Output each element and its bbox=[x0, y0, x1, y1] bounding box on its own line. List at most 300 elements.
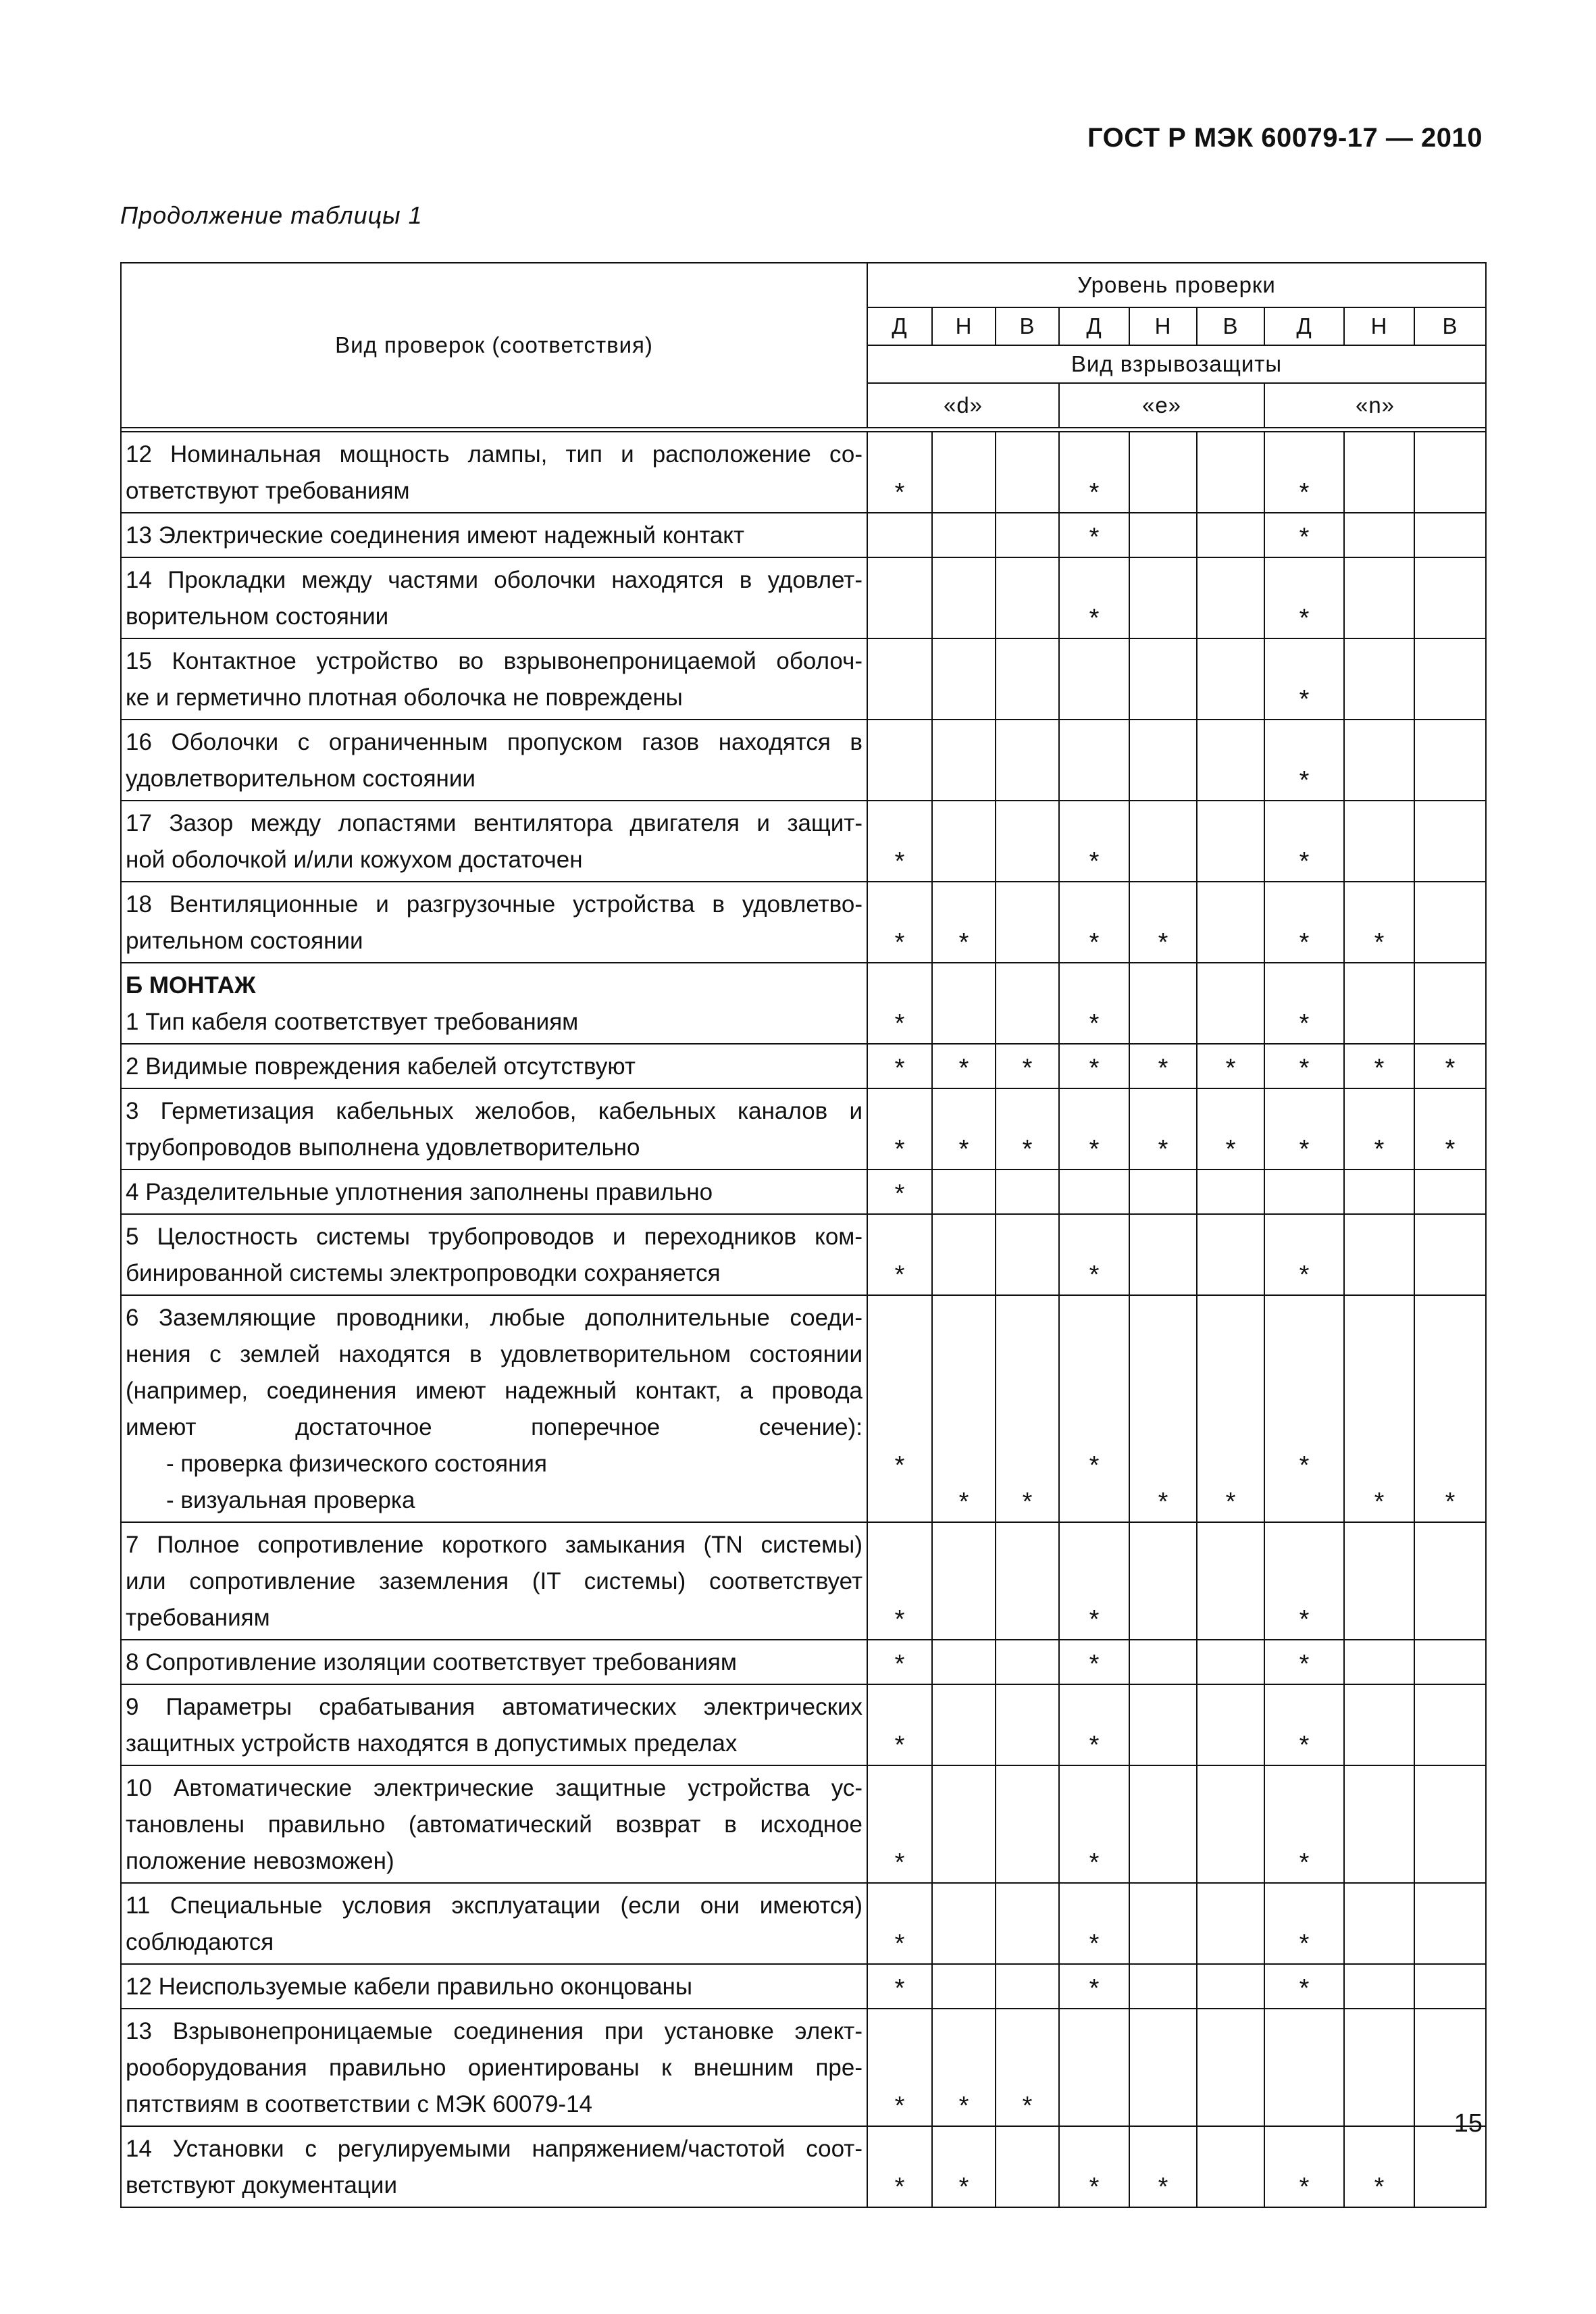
description-line: нения с землей находятся в удовлетворительном состоянии bbox=[126, 1341, 863, 1367]
check-mark-cell: * bbox=[867, 1522, 932, 1640]
check-mark-cell: * bbox=[1264, 1522, 1344, 1640]
check-mark-cell bbox=[1414, 801, 1486, 882]
check-mark-cell: * bbox=[1264, 1964, 1344, 2009]
check-mark: * bbox=[894, 1451, 905, 1480]
table-row bbox=[121, 1295, 1486, 1522]
check-mark-cell: * bbox=[1264, 1765, 1344, 1883]
check-mark-cell bbox=[1344, 720, 1414, 801]
check-mark-cell: * bbox=[867, 1883, 932, 1964]
description-line: ке и герметично плотная оболочка не повреждены bbox=[126, 684, 683, 711]
check-mark-cell bbox=[996, 801, 1059, 882]
check-mark-cell: * bbox=[1264, 882, 1344, 963]
inspection-type-header: Вид проверок (соответствия) bbox=[121, 263, 867, 428]
description-line: 3 Герметизация кабельных желобов, кабельных каналов и bbox=[126, 1098, 863, 1124]
check-mark-cell bbox=[1197, 432, 1264, 513]
check-mark-cell bbox=[1414, 432, 1486, 513]
check-mark-cell: * bbox=[1059, 1088, 1129, 1169]
table-row bbox=[121, 1765, 1486, 1883]
check-mark-cell bbox=[1197, 1169, 1264, 1214]
check-mark-cell: * bbox=[1059, 1964, 1129, 2009]
check-mark-cell: * bbox=[1264, 720, 1344, 801]
description-line: тановлены правильно (автоматический возврат в исходное bbox=[126, 1811, 863, 1838]
check-mark-cell bbox=[1129, 801, 1197, 882]
inspection-table bbox=[120, 262, 1487, 2208]
level-cell: Н bbox=[1344, 307, 1414, 345]
check-mark-cell bbox=[867, 720, 932, 801]
check-mark-cell: * bbox=[932, 882, 996, 963]
check-mark-cell: * bbox=[1129, 882, 1197, 963]
table-row bbox=[121, 1964, 1486, 2009]
check-mark-cell: * bbox=[1264, 638, 1344, 720]
check-mark-cell: * bbox=[867, 1044, 932, 1088]
check-mark-cell bbox=[996, 1214, 1059, 1295]
check-mark-cell bbox=[932, 1684, 996, 1765]
description-line: 14 Установки с регулируемыми напряжением/частотой соот- bbox=[126, 2136, 863, 2162]
description-line: ответствуют требованиям bbox=[126, 478, 410, 504]
check-mark-cell bbox=[932, 557, 996, 638]
table-row bbox=[121, 1684, 1486, 1765]
check-mark-cell bbox=[1129, 1964, 1197, 2009]
check-mark-cell bbox=[1264, 1295, 1344, 1522]
check-mark-cell: * bbox=[996, 1088, 1059, 1169]
check-mark: * bbox=[1022, 1488, 1033, 1516]
check-mark-cell: * bbox=[1197, 1044, 1264, 1088]
check-mark-cell bbox=[996, 513, 1059, 557]
check-mark-cell: * bbox=[867, 882, 932, 963]
check-mark-cell bbox=[1129, 1640, 1197, 1684]
check-mark-cell bbox=[1414, 963, 1486, 1044]
description-line: 5 Целостность системы трубопроводов и переходников ком- bbox=[126, 1224, 863, 1250]
level-cell: Н bbox=[1129, 307, 1197, 345]
check-mark-cell bbox=[1414, 2126, 1486, 2207]
inspection-description bbox=[121, 1214, 867, 1295]
check-mark-cell bbox=[932, 1295, 996, 1522]
check-mark-cell bbox=[1197, 1640, 1264, 1684]
inspection-description bbox=[121, 1088, 867, 1169]
check-mark-cell bbox=[1344, 513, 1414, 557]
description-line: защитных устройств находятся в допустимых пределах bbox=[126, 1730, 738, 1757]
check-mark-cell bbox=[1344, 2009, 1414, 2126]
inspection-description bbox=[121, 1883, 867, 1964]
check-mark-cell: * bbox=[1344, 1088, 1414, 1169]
check-mark-cell bbox=[1414, 1295, 1486, 1522]
check-mark-cell: * bbox=[932, 2009, 996, 2126]
description-line: пятствиям в соответствии с МЭК 60079-14 bbox=[126, 2091, 593, 2117]
sub-item-line: - визуальная проверка bbox=[166, 1487, 415, 1513]
level-header: Уровень проверки bbox=[867, 263, 1486, 307]
check-mark bbox=[1415, 1447, 1485, 1484]
check-mark-cell bbox=[867, 513, 932, 557]
check-mark-cell bbox=[996, 1169, 1059, 1214]
check-mark-cell bbox=[1344, 1214, 1414, 1295]
check-mark-cell bbox=[996, 432, 1059, 513]
check-mark-cell bbox=[867, 638, 932, 720]
check-mark-cell bbox=[996, 963, 1059, 1044]
protection-cell: «d» bbox=[867, 383, 1059, 428]
check-mark: * bbox=[1374, 1488, 1385, 1516]
check-mark-cell bbox=[932, 720, 996, 801]
check-mark-cell bbox=[1129, 1295, 1197, 1522]
check-mark bbox=[868, 1484, 931, 1520]
level-cell: Н bbox=[932, 307, 996, 345]
check-mark-cell bbox=[1129, 432, 1197, 513]
table-row bbox=[121, 2009, 1486, 2126]
inspection-description bbox=[121, 1640, 867, 1684]
check-mark-cell bbox=[996, 1883, 1059, 1964]
description-line: ворительном состоянии bbox=[126, 603, 389, 630]
check-mark-cell bbox=[1197, 963, 1264, 1044]
check-mark-cell bbox=[996, 2126, 1059, 2207]
description-line: 16 Оболочки с ограниченным пропуском газов находятся в bbox=[126, 729, 863, 755]
inspection-description bbox=[121, 1684, 867, 1765]
table-row bbox=[121, 638, 1486, 720]
check-mark-cell bbox=[1197, 1883, 1264, 1964]
check-mark-cell: * bbox=[1264, 2126, 1344, 2207]
check-mark-cell bbox=[1129, 1214, 1197, 1295]
check-mark-cell bbox=[932, 1964, 996, 2009]
check-mark-cell bbox=[1197, 1964, 1264, 2009]
check-mark-cell bbox=[996, 1765, 1059, 1883]
check-mark-cell bbox=[1414, 1964, 1486, 2009]
check-mark-cell bbox=[1344, 638, 1414, 720]
check-mark-cell: * bbox=[867, 1684, 932, 1765]
check-mark-cell bbox=[1129, 2009, 1197, 2126]
check-mark-cell bbox=[996, 1295, 1059, 1522]
check-mark-cell: * bbox=[1414, 1044, 1486, 1088]
check-mark-cell bbox=[996, 882, 1059, 963]
check-mark-cell bbox=[1129, 1522, 1197, 1640]
check-mark-cell bbox=[1344, 1295, 1414, 1522]
description-line: трубопроводов выполнена удовлетворительно bbox=[126, 1134, 640, 1161]
check-mark-cell bbox=[996, 1964, 1059, 2009]
inspection-description bbox=[121, 1765, 867, 1883]
check-mark-cell bbox=[1344, 1169, 1414, 1214]
level-cell: В bbox=[1414, 307, 1486, 345]
check-mark-cell: * bbox=[1264, 801, 1344, 882]
check-mark-cell bbox=[1059, 2009, 1129, 2126]
description-line: 1 Тип кабеля соответствует требованиям bbox=[126, 1009, 579, 1035]
description-line: рительном состоянии bbox=[126, 928, 363, 954]
check-mark-cell bbox=[1129, 557, 1197, 638]
inspection-description bbox=[121, 1964, 867, 2009]
check-mark-cell bbox=[1264, 2009, 1344, 2126]
check-mark-cell: * bbox=[1059, 1044, 1129, 1088]
level-cell: Д bbox=[1264, 307, 1344, 345]
check-mark-cell bbox=[1414, 720, 1486, 801]
check-mark-cell bbox=[932, 432, 996, 513]
check-mark-cell bbox=[1414, 1883, 1486, 1964]
check-mark-cell: * bbox=[1059, 557, 1129, 638]
check-mark-cell: * bbox=[1344, 1044, 1414, 1088]
check-mark-cell: * bbox=[867, 1088, 932, 1169]
table-row bbox=[121, 1044, 1486, 1088]
inspection-description bbox=[121, 1522, 867, 1640]
table-row bbox=[121, 1214, 1486, 1295]
check-mark-cell: * bbox=[867, 2009, 932, 2126]
table-row bbox=[121, 963, 1486, 1044]
check-mark-cell: * bbox=[1059, 1765, 1129, 1883]
check-mark-cell: * bbox=[1264, 1883, 1344, 1964]
check-mark-cell: * bbox=[1414, 1088, 1486, 1169]
check-mark-cell: * bbox=[1264, 432, 1344, 513]
check-mark: * bbox=[1445, 1488, 1456, 1516]
inspection-description bbox=[121, 882, 867, 963]
check-mark-cell bbox=[996, 1640, 1059, 1684]
inspection-description bbox=[121, 557, 867, 638]
inspection-description bbox=[121, 2126, 867, 2207]
check-mark-cell bbox=[932, 1522, 996, 1640]
description-line: 7 Полное сопротивление короткого замыкания (TN системы) bbox=[126, 1532, 863, 1558]
check-mark-cell: * bbox=[1129, 1044, 1197, 1088]
description-line: 6 Заземляющие проводники, любые дополнительные соеди- bbox=[126, 1305, 863, 1331]
check-mark-cell: * bbox=[867, 432, 932, 513]
check-mark-cell: * bbox=[932, 1088, 996, 1169]
check-mark-cell bbox=[1059, 720, 1129, 801]
check-mark-cell: * bbox=[1059, 1684, 1129, 1765]
check-mark-cell bbox=[1129, 963, 1197, 1044]
inspection-description bbox=[121, 1044, 867, 1088]
check-mark-cell bbox=[1129, 638, 1197, 720]
check-mark-cell bbox=[1197, 557, 1264, 638]
check-mark-cell bbox=[996, 557, 1059, 638]
check-mark-cell: * bbox=[1264, 1044, 1344, 1088]
check-mark-cell bbox=[1197, 801, 1264, 882]
check-mark: * bbox=[1299, 1451, 1310, 1480]
check-mark-cell bbox=[1344, 1522, 1414, 1640]
description-line: ветствуют документации bbox=[126, 2172, 398, 2198]
protection-cell: «n» bbox=[1264, 383, 1486, 428]
table-row bbox=[121, 1088, 1486, 1169]
check-mark bbox=[933, 1447, 995, 1484]
check-mark-cell bbox=[996, 1684, 1059, 1765]
check-mark-cell: * bbox=[932, 2126, 996, 2207]
check-mark-cell: * bbox=[996, 2009, 1059, 2126]
check-mark-cell bbox=[1129, 1883, 1197, 1964]
check-mark-cell bbox=[1197, 1214, 1264, 1295]
check-mark-cell: * bbox=[1264, 1088, 1344, 1169]
check-mark-cell: * bbox=[1197, 1088, 1264, 1169]
level-cell: Д bbox=[867, 307, 932, 345]
check-mark bbox=[996, 1447, 1058, 1484]
check-mark-cell: * bbox=[1059, 1640, 1129, 1684]
sub-item-line: - проверка физического состояния bbox=[166, 1451, 547, 1477]
table-row bbox=[121, 1522, 1486, 1640]
check-mark-cell: * bbox=[867, 801, 932, 882]
check-mark-cell bbox=[1197, 513, 1264, 557]
check-mark-cell bbox=[1344, 1640, 1414, 1684]
check-mark-cell: * bbox=[867, 963, 932, 1044]
check-mark-cell bbox=[1344, 963, 1414, 1044]
check-mark-cell: * bbox=[996, 1044, 1059, 1088]
inspection-description bbox=[121, 963, 867, 1044]
check-mark-cell bbox=[1129, 513, 1197, 557]
check-mark bbox=[1345, 1447, 1414, 1484]
check-mark-cell: * bbox=[1264, 1640, 1344, 1684]
description-line: 15 Контактное устройство во взрывонепроницаемой оболоч- bbox=[126, 648, 863, 674]
description-line: бинированной системы электропроводки сохраняется bbox=[126, 1260, 721, 1286]
description-line: 17 Зазор между лопастями вентилятора двигателя и защит- bbox=[126, 810, 863, 836]
inspection-description bbox=[121, 513, 867, 557]
table-row bbox=[121, 2126, 1486, 2207]
check-mark-cell bbox=[932, 963, 996, 1044]
description-line: 10 Автоматические электрические защитные устройства ус- bbox=[126, 1775, 863, 1801]
check-mark-cell bbox=[1197, 2009, 1264, 2126]
check-mark-cell bbox=[932, 1214, 996, 1295]
check-mark-cell bbox=[1197, 1295, 1264, 1522]
check-mark-cell bbox=[996, 1522, 1059, 1640]
check-mark-cell bbox=[1344, 1964, 1414, 2009]
check-mark-cell bbox=[1344, 432, 1414, 513]
check-mark bbox=[1060, 1484, 1129, 1520]
section-title: Б МОНТАЖ bbox=[126, 972, 256, 999]
check-mark-cell bbox=[1059, 1169, 1129, 1214]
check-mark-cell bbox=[1414, 513, 1486, 557]
check-mark-cell bbox=[1414, 638, 1486, 720]
check-mark-cell bbox=[1344, 801, 1414, 882]
table-row bbox=[121, 801, 1486, 882]
check-mark-cell: * bbox=[1059, 432, 1129, 513]
table-row bbox=[121, 1169, 1486, 1214]
description-line: положение невозможен) bbox=[126, 1848, 394, 1874]
check-mark-cell bbox=[1197, 1522, 1264, 1640]
check-mark-cell bbox=[1414, 557, 1486, 638]
check-mark-cell bbox=[1197, 638, 1264, 720]
check-mark-cell bbox=[1197, 1684, 1264, 1765]
check-mark-cell: * bbox=[867, 1169, 932, 1214]
check-mark bbox=[1265, 1484, 1343, 1520]
description-line: 18 Вентиляционные и разгрузочные устройства в удовлетво- bbox=[126, 891, 863, 917]
check-mark-cell: * bbox=[1059, 963, 1129, 1044]
check-mark bbox=[1130, 1447, 1196, 1484]
check-mark-cell bbox=[932, 638, 996, 720]
check-mark-cell bbox=[1344, 557, 1414, 638]
check-mark-cell: * bbox=[1059, 801, 1129, 882]
inspection-description bbox=[121, 720, 867, 801]
check-mark-cell: * bbox=[867, 2126, 932, 2207]
check-mark-cell bbox=[1059, 638, 1129, 720]
level-cell: В bbox=[1197, 307, 1264, 345]
check-mark-cell: * bbox=[1264, 963, 1344, 1044]
check-mark-cell bbox=[1414, 1169, 1486, 1214]
description-line: или сопротивление заземления (IT системы) соответствует bbox=[126, 1568, 863, 1594]
check-mark-cell bbox=[1344, 1883, 1414, 1964]
description-line: соблюдаются bbox=[126, 1929, 274, 1955]
check-mark-cell bbox=[932, 1169, 996, 1214]
document-code: ГОСТ Р МЭК 60079-17 — 2010 bbox=[1087, 123, 1483, 153]
description-line: 13 Взрывонепроницаемые соединения при установке элект- bbox=[126, 2018, 863, 2044]
check-mark-cell bbox=[932, 1883, 996, 1964]
check-mark-cell: * bbox=[1264, 557, 1344, 638]
check-mark-cell bbox=[867, 557, 932, 638]
check-mark-cell bbox=[996, 638, 1059, 720]
check-mark-cell bbox=[1129, 1169, 1197, 1214]
check-mark-cell: * bbox=[1264, 1684, 1344, 1765]
check-mark-cell: * bbox=[1264, 513, 1344, 557]
check-mark-cell bbox=[1414, 2009, 1486, 2126]
check-mark-cell: * bbox=[1344, 2126, 1414, 2207]
check-mark-cell bbox=[1414, 1684, 1486, 1765]
table-row bbox=[121, 882, 1486, 963]
protection-header: Вид взрывозащиты bbox=[867, 345, 1486, 383]
check-mark-cell: * bbox=[1059, 2126, 1129, 2207]
check-mark-cell: * bbox=[867, 1765, 932, 1883]
protection-cell: «e» bbox=[1059, 383, 1264, 428]
check-mark-cell bbox=[932, 801, 996, 882]
check-mark-cell: * bbox=[1129, 1088, 1197, 1169]
description-line: 12 Неиспользуемые кабели правильно оконцованы bbox=[126, 1973, 693, 2000]
check-mark-cell bbox=[932, 1765, 996, 1883]
check-mark-cell bbox=[1344, 1684, 1414, 1765]
check-mark-cell: * bbox=[867, 1964, 932, 2009]
check-mark-cell bbox=[1344, 1765, 1414, 1883]
description-line: рооборудования правильно ориентированы к внешним пре- bbox=[126, 2055, 863, 2081]
check-mark-cell bbox=[932, 513, 996, 557]
table-caption: Продолжение таблицы 1 bbox=[120, 201, 423, 229]
check-mark: * bbox=[1089, 1451, 1100, 1480]
check-mark-cell bbox=[1414, 1522, 1486, 1640]
inspection-description bbox=[121, 432, 867, 513]
description-line: (например, соединения имеют надежный контакт, а провода bbox=[126, 1378, 863, 1404]
check-mark-cell bbox=[867, 1295, 932, 1522]
check-mark-cell: * bbox=[867, 1214, 932, 1295]
check-mark-cell bbox=[1414, 1214, 1486, 1295]
check-mark-cell bbox=[932, 1640, 996, 1684]
check-mark-cell bbox=[1129, 1684, 1197, 1765]
check-mark-cell bbox=[1414, 1640, 1486, 1684]
check-mark-cell bbox=[1197, 1765, 1264, 1883]
check-mark-cell bbox=[1197, 720, 1264, 801]
check-mark-cell bbox=[1264, 1169, 1344, 1214]
check-mark-cell: * bbox=[1059, 1883, 1129, 1964]
check-mark-cell: * bbox=[1059, 882, 1129, 963]
inspection-description bbox=[121, 2009, 867, 2126]
description-line: 12 Номинальная мощность лампы, тип и расположение со- bbox=[126, 441, 863, 468]
description-line: 14 Прокладки между частями оболочки находятся в удовлет- bbox=[126, 567, 863, 593]
description-line: 9 Параметры срабатывания автоматических электрических bbox=[126, 1694, 863, 1720]
description-line: 2 Видимые повреждения кабелей отсутствуют bbox=[126, 1053, 636, 1080]
table-row bbox=[121, 513, 1486, 557]
inspection-description bbox=[121, 1295, 867, 1522]
check-mark-cell: * bbox=[1059, 513, 1129, 557]
description-line: 4 Разделительные уплотнения заполнены правильно bbox=[126, 1179, 713, 1205]
check-mark-cell bbox=[1414, 1765, 1486, 1883]
table-row bbox=[121, 1883, 1486, 1964]
check-mark-cell: * bbox=[1344, 882, 1414, 963]
table-row bbox=[121, 557, 1486, 638]
check-mark-cell bbox=[1197, 882, 1264, 963]
check-mark bbox=[1198, 1447, 1264, 1484]
description-line: удовлетворительном состоянии bbox=[126, 765, 475, 792]
table-row bbox=[121, 720, 1486, 801]
check-mark: * bbox=[1225, 1488, 1236, 1516]
page-number: 15 bbox=[1453, 2109, 1483, 2138]
level-cell: Д bbox=[1059, 307, 1129, 345]
description-line: ной оболочкой и/или кожухом достаточен bbox=[126, 847, 583, 873]
check-mark: * bbox=[958, 1488, 969, 1516]
check-mark-cell: * bbox=[1059, 1522, 1129, 1640]
inspection-description bbox=[121, 1169, 867, 1214]
check-mark-cell: * bbox=[932, 1044, 996, 1088]
level-cell: В bbox=[996, 307, 1059, 345]
description-line: 8 Сопротивление изоляции соответствует требованиям bbox=[126, 1649, 737, 1676]
check-mark-cell bbox=[1059, 1295, 1129, 1522]
table-row bbox=[121, 432, 1486, 513]
check-mark: * bbox=[1158, 1488, 1168, 1516]
check-mark-cell: * bbox=[1264, 1214, 1344, 1295]
description-line: 11 Специальные условия эксплуатации (если они имеются) bbox=[126, 1892, 863, 1919]
check-mark-cell bbox=[1414, 882, 1486, 963]
description-line: 13 Электрические соединения имеют надежный контакт bbox=[126, 522, 745, 549]
